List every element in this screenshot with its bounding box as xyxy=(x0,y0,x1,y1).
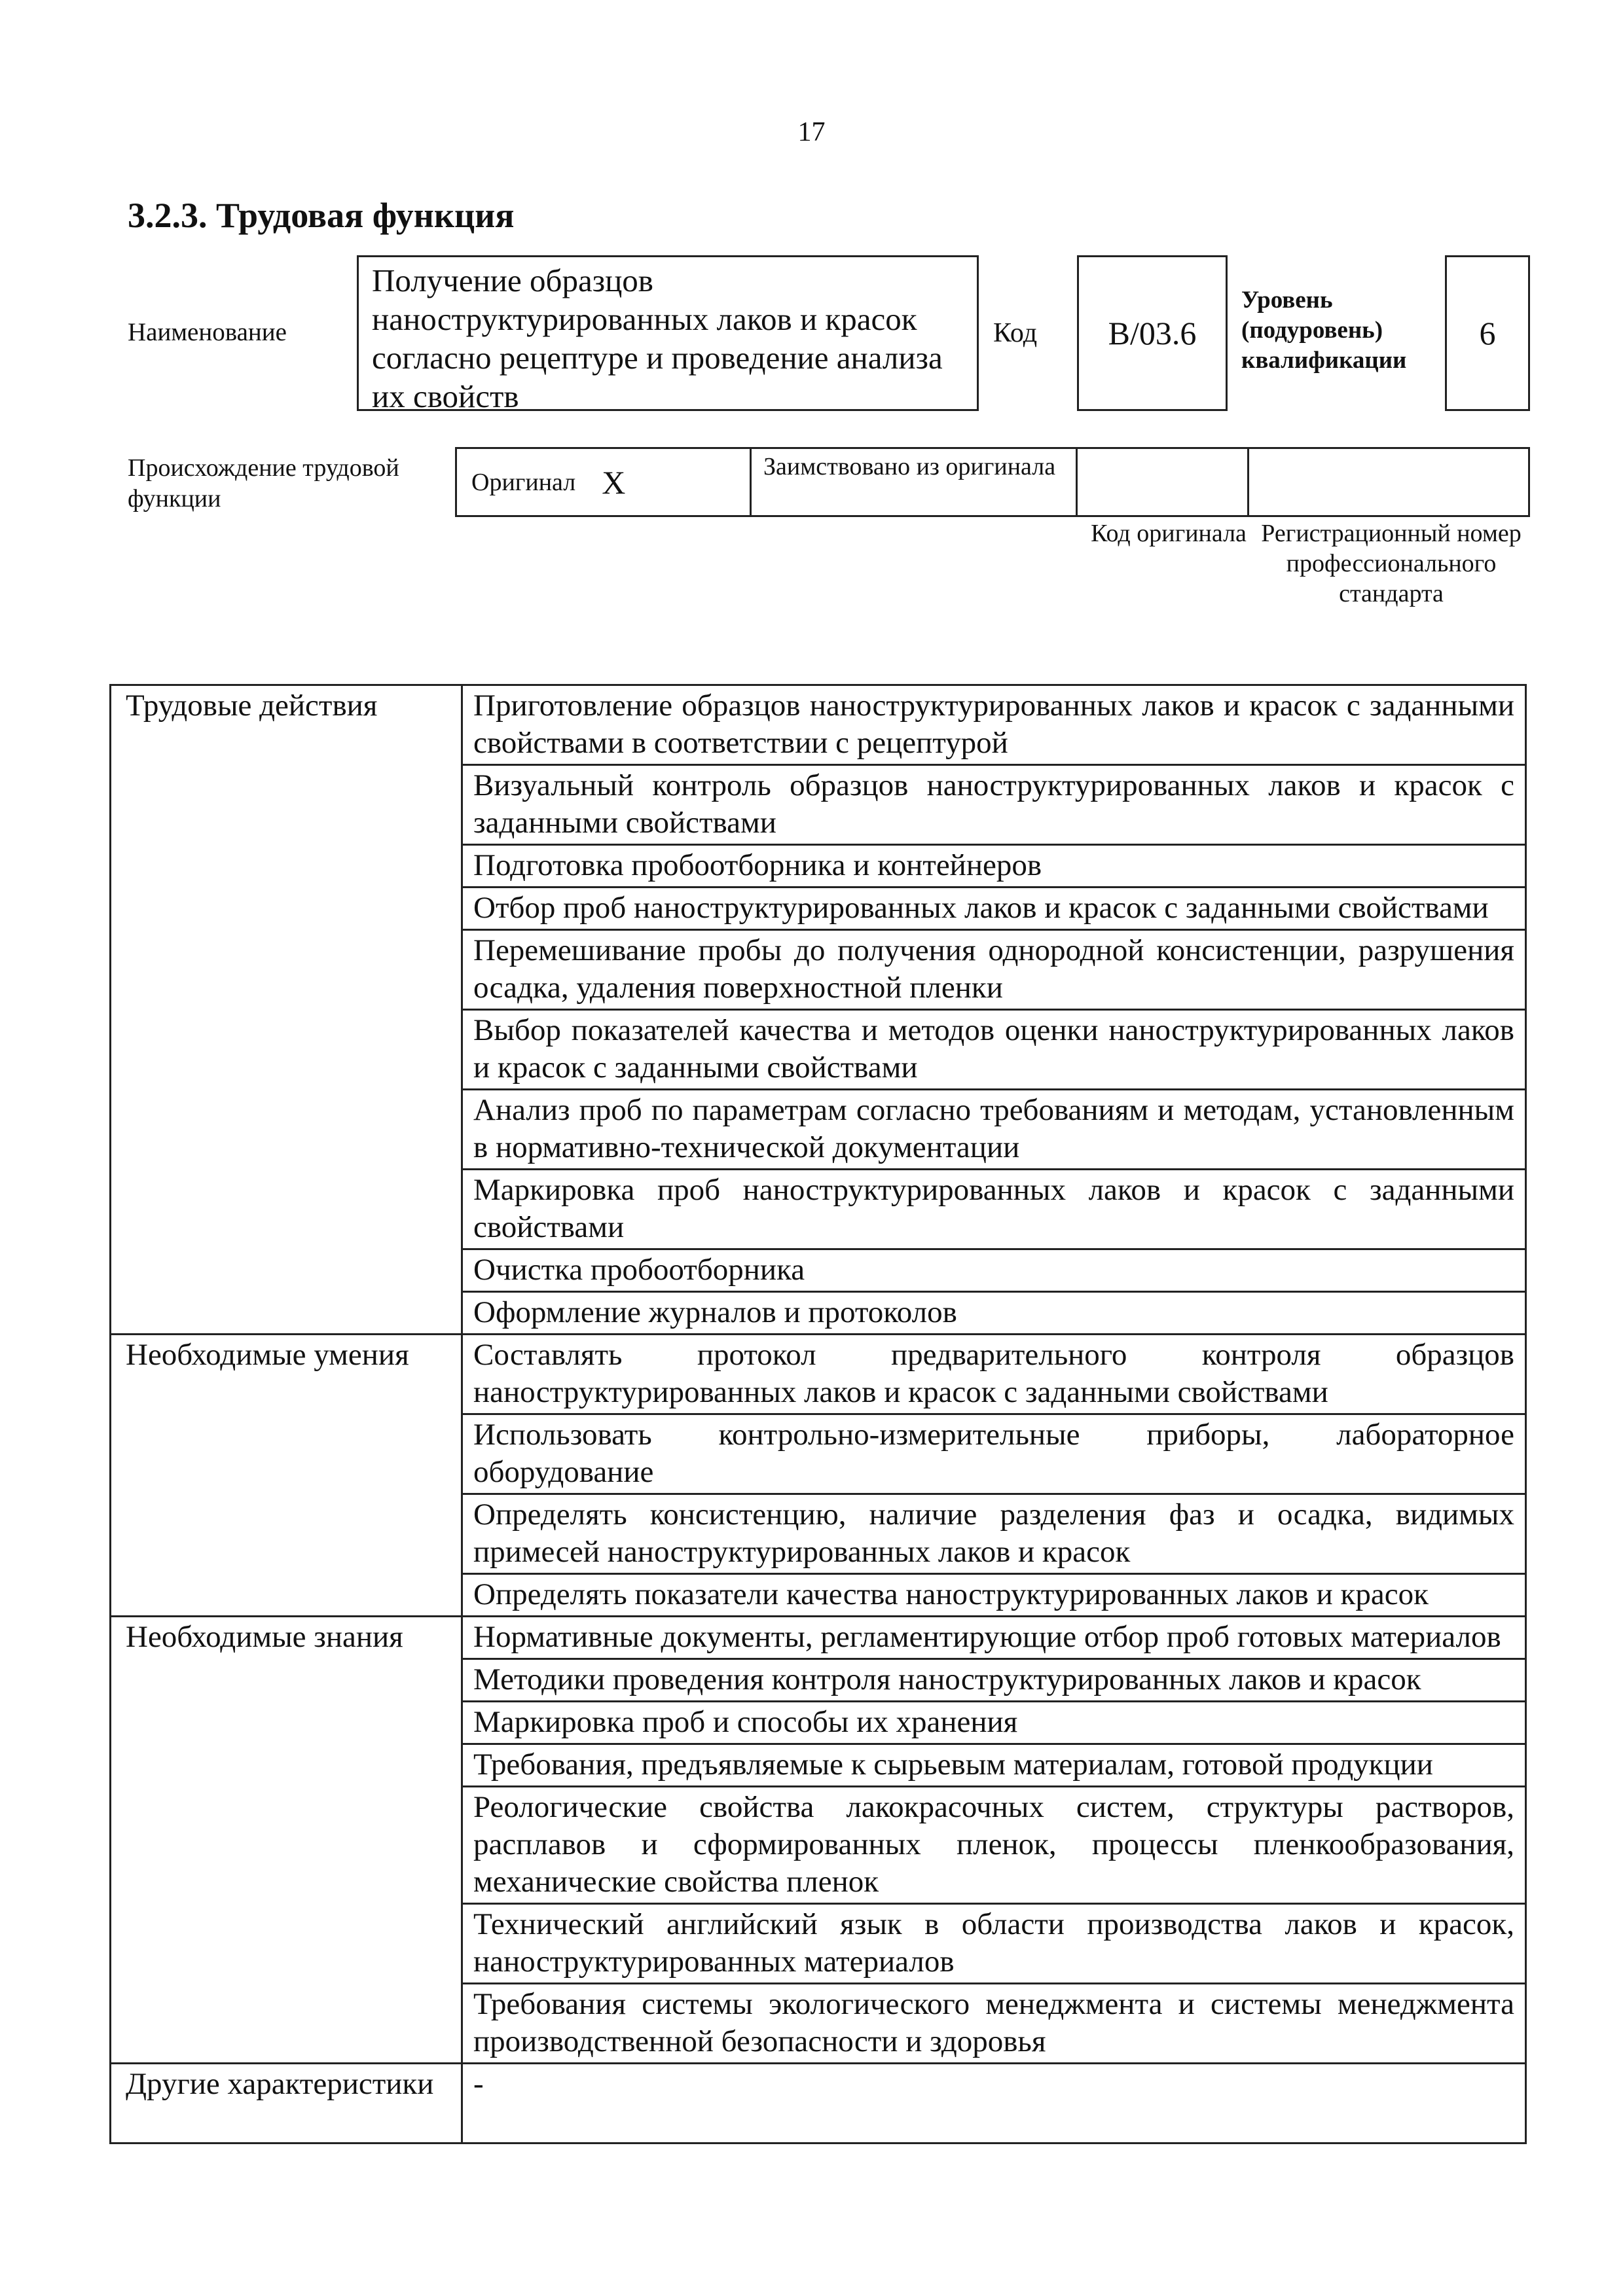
borrowed-label: Заимствовано из оригинала xyxy=(763,453,1056,480)
borrowed-cell xyxy=(752,452,1091,482)
function-name-box xyxy=(357,255,979,414)
table-row xyxy=(111,685,1526,765)
qualification-level-box xyxy=(1445,255,1530,411)
table-cell: Определять показатели качества наноструктурированных лаков и красок xyxy=(462,1574,1526,1617)
section-title-skills: Необходимые умения xyxy=(111,1335,462,1617)
function-name: Получение образцов наноструктурированных лаков и красок согласно рецептуре и проведение анализа их свойств xyxy=(372,262,943,414)
table-cell: Маркировка проб и способы их хранения xyxy=(462,1702,1526,1744)
qualification-level-label: Уровень (подуровень) квалификации xyxy=(1241,287,1407,374)
table-cell: Визуальный контроль образцов наноструктурированных лаков и красок с заданными свойствами xyxy=(462,765,1526,845)
table-cell: Подготовка пробоотборника и контейнеров xyxy=(462,845,1526,888)
table-cell: Требования, предъявляемые к сырьевым материалам, готовой продукции xyxy=(462,1744,1526,1787)
table-row xyxy=(111,2064,1526,2144)
code-value-box xyxy=(1077,255,1228,411)
table-cell: Определять консистенцию, наличие разделения фаз и осадка, видимых примесей наноструктурированных лаков и красок xyxy=(462,1494,1526,1574)
section-title-labor-actions: Трудовые действия xyxy=(111,685,462,1335)
origin-label: Происхождение трудовой функции xyxy=(128,454,399,512)
table-cell: Маркировка проб наноструктурированных лаков и красок с заданными свойствами xyxy=(462,1170,1526,1249)
origin-row xyxy=(455,447,1530,517)
original-cell xyxy=(457,449,752,515)
table-cell: Нормативные документы, регламентирующие отбор проб готовых материалов xyxy=(462,1617,1526,1659)
qualification-level-value: 6 xyxy=(1479,315,1496,351)
page-number: 17 xyxy=(797,117,826,147)
table-cell: Оформление журналов и протоколов xyxy=(462,1292,1526,1335)
name-label: Наименование xyxy=(128,318,287,346)
table-cell: Методики проведения контроля наноструктурированных лаков и красок xyxy=(462,1659,1526,1702)
table-cell: Требования системы экологического менеджмента и системы менеджмента производственной безопасности и здоровья xyxy=(462,1984,1526,2064)
code-original-caption: Код оригинала xyxy=(1091,520,1247,547)
table-cell: Перемешивание пробы до получения однородной консистенции, разрушения осадка, удаления поверхностной пленки xyxy=(462,930,1526,1010)
table-cell: Использовать контрольно-измерительные приборы, лабораторное оборудование xyxy=(462,1414,1526,1494)
original-mark: Х xyxy=(602,463,626,501)
section-title: 3.2.3. Трудовая функция xyxy=(128,196,515,235)
table-cell: - xyxy=(462,2064,1526,2144)
reg-number-caption: Регистрационный номер профессионального стандарта xyxy=(1261,520,1522,607)
table-cell: Приготовление образцов наноструктурированных лаков и красок с заданными свойствами в соответствии с рецептурой xyxy=(462,685,1526,765)
code-value: В/03.6 xyxy=(1108,315,1197,351)
code-label: Код xyxy=(993,318,1038,348)
competency-table xyxy=(109,684,1527,2144)
table-cell: Реологические свойства лакокрасочных систем, структуры растворов, расплавов и сформированных пленок, процессы пленкообразования, механические свойства пленок xyxy=(462,1787,1526,1904)
table-cell: Выбор показателей качества и методов оценки наноструктурированных лаков и красок с заданными свойствами xyxy=(462,1010,1526,1090)
section-title-other: Другие характеристики xyxy=(111,2064,462,2144)
table-cell: Анализ проб по параметрам согласно требованиям и методам, установленным в нормативно-технической документации xyxy=(462,1090,1526,1170)
table-cell: Составлять протокол предварительного контроля образцов наноструктурированных лаков и красок с заданными свойствами xyxy=(462,1335,1526,1414)
table-cell: Очистка пробоотборника xyxy=(462,1249,1526,1292)
reg-number-cell xyxy=(1249,449,1528,515)
table-row xyxy=(111,1617,1526,1659)
table-cell: Технический английский язык в области производства лаков и красок, наноструктурированных материалов xyxy=(462,1904,1526,1984)
original-label: Оригинал xyxy=(471,468,576,496)
code-original-cell xyxy=(1076,449,1249,515)
table-cell: Отбор проб наноструктурированных лаков и красок с заданными свойствами xyxy=(462,888,1526,930)
section-title-knowledge: Необходимые знания xyxy=(111,1617,462,2064)
table-row xyxy=(111,1335,1526,1414)
